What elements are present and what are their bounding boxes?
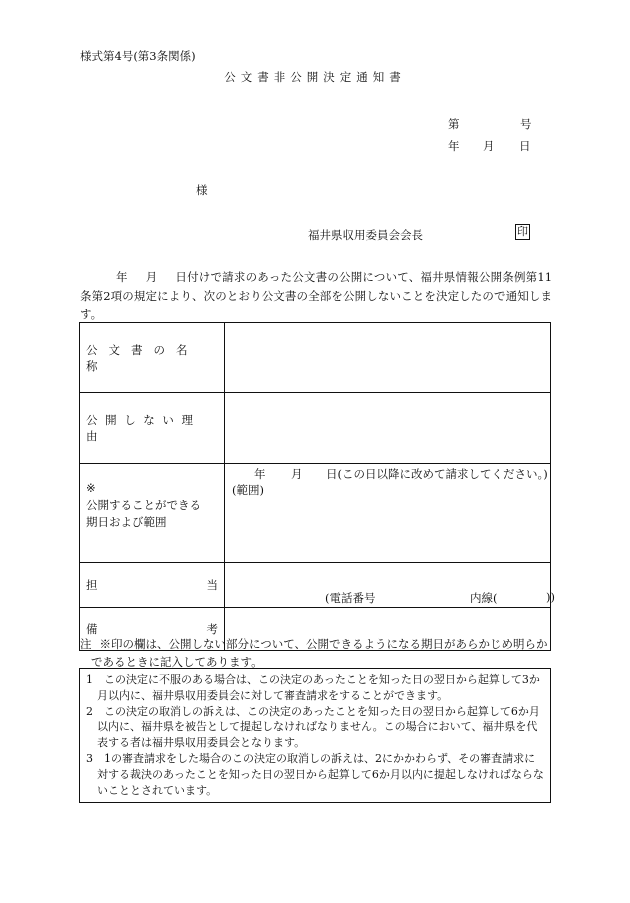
- tantou-label: [86, 577, 218, 593]
- extension-close: )): [546, 590, 555, 604]
- dai-label: 第: [448, 117, 460, 131]
- document-title: 公文書非公開決定通知書: [224, 70, 406, 84]
- table-row: [80, 393, 551, 464]
- doc-name-label: [86, 342, 218, 374]
- table-row: [80, 563, 551, 608]
- available-year: 年: [254, 467, 266, 481]
- range-label: (範囲): [232, 483, 264, 497]
- notice-item-1: 1 この決定に不服のある場合は、この決定のあったことを知った日の翌日から起算して3か月以内に、福井県収用委員会に対して審査請求をすることができます。: [86, 673, 540, 702]
- appeal-notice-box: [79, 668, 551, 803]
- available-label: 公開することができる期日および範囲: [86, 498, 201, 529]
- form-number: 様式第4号(第3条関係): [80, 49, 196, 63]
- doc-name-label-text: 公文書の名称: [86, 342, 199, 373]
- available-value[interactable]: [225, 464, 551, 563]
- phone-label: (電話番号: [325, 591, 376, 605]
- table-row: [80, 323, 551, 393]
- intro-year: 年: [116, 270, 128, 284]
- intro-paragraph: [80, 268, 552, 324]
- footnote-line1: ※印の欄は、公開しない部分について、公開できるようになる期日があらかじめ明らか: [99, 637, 548, 651]
- notice-item-3: 3 1の審査請求をした場合のこの決定の取消しの訴えは、2にかかわらず、その審査請求に対する裁決のあったことを知った日の翌日から起算して6か月以内に提起しなければならないこととされています。: [86, 751, 544, 797]
- intro-text: 日付けで請求のあった公文書の公開について、福井県情報公開条例第11条第2項の規定により、次のとおり公文書の全部を公開しないことを決定したので通知します。: [80, 270, 553, 321]
- available-date-note: 日(この日以降に改めて請求してください。): [326, 467, 548, 481]
- available-month: 月: [291, 467, 303, 481]
- bikou-char-1: 備: [86, 622, 98, 636]
- year-label: 年: [448, 139, 460, 153]
- notice-item-2: 2 この決定の取消しの訴えは、この決定のあったことを知った日の翌日から起算して6か月以内に、福井県を被告として提起しなければなりません。この場合において、福井県を代表する者は福井県収用委員会となります。: [86, 704, 540, 750]
- extension-label: 内線(: [470, 591, 498, 605]
- footnote-prefix: 注: [80, 637, 92, 651]
- seal-mark: 印: [517, 225, 528, 238]
- reason-value[interactable]: [225, 393, 551, 464]
- tantou-value[interactable]: [225, 563, 555, 608]
- reason-label: 公開しない理由: [86, 413, 201, 443]
- footnote-line2: であるときに記入してあります。: [91, 655, 263, 669]
- tantou-char-2: 当: [206, 578, 218, 592]
- table-row: [80, 464, 551, 563]
- month-label: 月: [483, 139, 495, 153]
- issuer-name: 福井県収用委員会会長: [308, 228, 423, 242]
- available-mark: ※: [86, 481, 96, 495]
- addressee-honorific: 様: [196, 183, 208, 197]
- bikou-char-2: 考: [206, 622, 218, 636]
- tantou-char-1: 担: [86, 578, 98, 592]
- gou-label: 号: [520, 117, 532, 131]
- intro-month: 月: [145, 270, 158, 284]
- footnote: [80, 635, 552, 671]
- doc-name-value[interactable]: [225, 323, 551, 393]
- day-label: 日: [519, 139, 531, 153]
- decision-table: [79, 322, 555, 651]
